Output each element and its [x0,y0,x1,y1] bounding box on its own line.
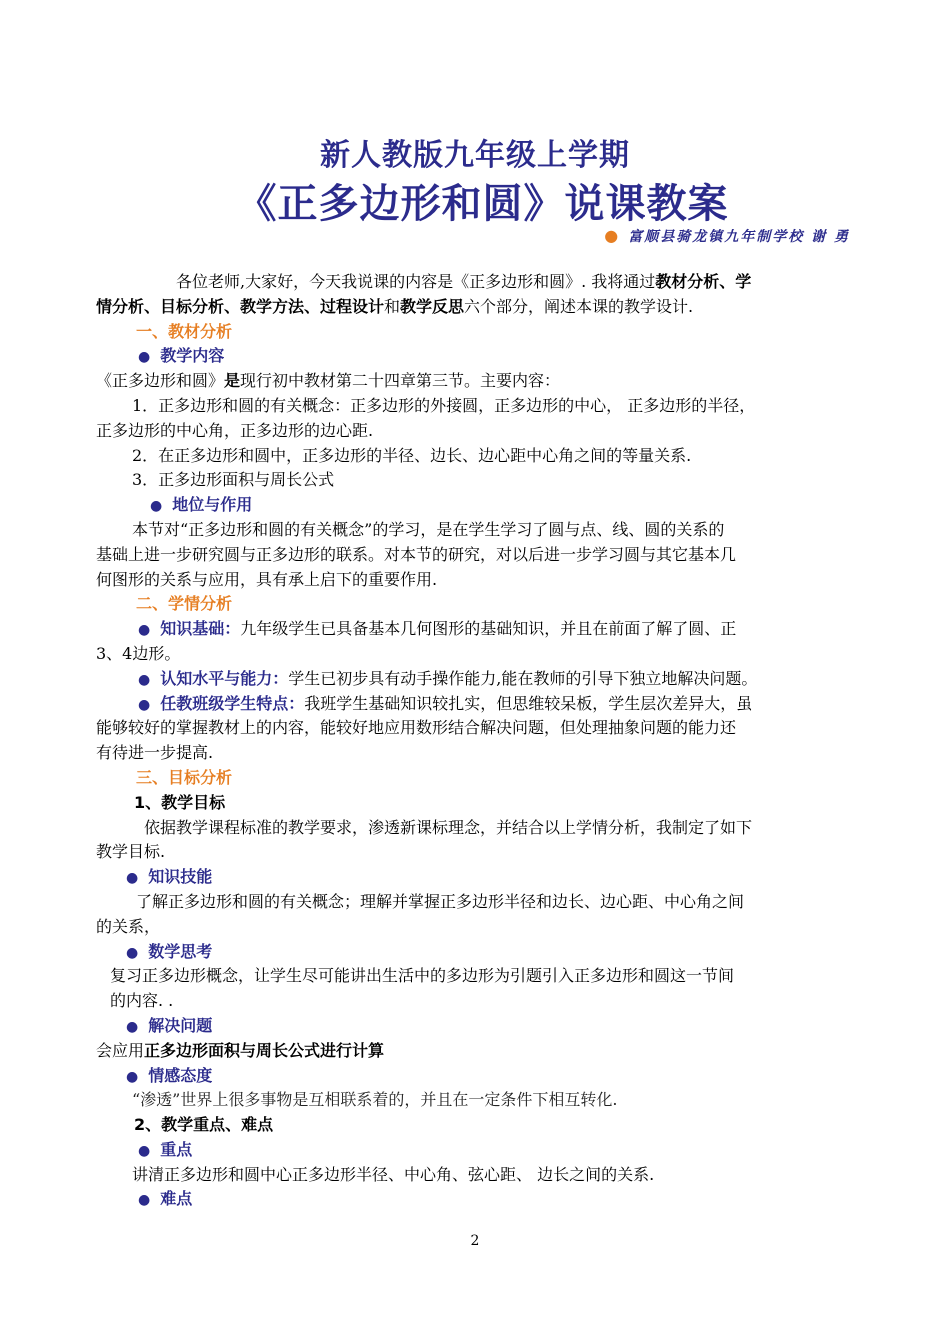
bullet-item [96,667,858,692]
orange-bullet-icon: ● [604,226,621,245]
bullet-item [96,1014,858,1039]
bullet-dot-icon: ● [138,1142,151,1159]
text-span: 《正多边形和圆》 [96,371,225,391]
bullet-item [96,344,858,369]
text-line: 1．正多边形和圆的有关概念：正多边形的外接圆，正多边形的中心， 正多边形的半径， [132,395,756,415]
intro-bold: 教材分析、学 [655,272,752,291]
text-line: 了解正多边形和圆的有关概念；理解并掌握正多边形半径和边长、边心距、中心角之间 [136,891,745,911]
text-line: 本节对“正多边形和圆的有关概念”的学习，是在学生学习了圆与点、线、圆的关系的 [132,519,725,539]
bullet-label: 认知水平与能力： [160,668,289,688]
text-bold: 正多边形面积与周长公式进行计算 [144,1040,385,1060]
bullet-item [96,692,858,717]
text-line: 能够较好的掌握教材上的内容，能较好地应用数形结合解决问题，但处理抽象问题的能力还 [96,718,737,738]
bullet-dot-icon: ● [126,870,139,887]
bullet-label: 地位与作用 [172,495,253,515]
bullet-label: 重点 [160,1139,193,1159]
bullet-label: 知识技能 [148,867,213,887]
text-line: 3．正多边形面积与周长公式 [132,470,335,490]
text-line: 的内容. . [110,991,174,1011]
text-line: 2．在正多边形和圆中，正多边形的半径、边长、边心距中心角之间的等量关系. [132,445,692,465]
bullet-dot-icon: ● [138,349,151,366]
section-heading-2: 二、学情分析 [136,594,233,614]
bullet-item [96,493,858,518]
bullet-item [96,1187,858,1212]
text-line: 3、4边形。 [96,643,181,663]
bullet-label: 任教班级学生特点： [160,693,305,713]
bullet-dot-icon: ● [126,1018,139,1035]
bullet-label: 教学内容 [160,346,225,366]
text-span: 现行初中教材第二十四章第三节。主要内容： [240,371,561,391]
text-line: 教学目标. [96,842,166,862]
bullet-dot-icon: ● [126,944,139,961]
text-line: 何图形的关系与应用，具有承上启下的重要作用. [96,569,438,589]
bullet-dot-icon: ● [138,622,151,639]
bullet-dot-icon: ● [138,1192,151,1209]
bullet-text: 九年级学生已具备基本几何图形的基础知识，并且在前面了解了圆、正 [240,619,737,639]
bullet-dot-icon: ● [138,696,151,713]
intro-text: 各位老师,大家好，今天我说课的内容是《正多边形和圆》. 我将通过 [176,272,656,291]
bullet-dot-icon: ● [138,671,151,688]
bullet-label: 数学思考 [148,941,213,961]
intro-line-1 [96,270,858,295]
intro-bold: 教学反思 [400,296,465,316]
text-line: 讲清正多边形和圆中心正多边形半径、中心角、弦心距、 边长之间的关系. [132,1164,655,1184]
section-heading-1: 一、教材分析 [136,321,233,341]
text-line [96,369,858,394]
page-number: 2 [470,1233,480,1249]
intro-text: 六个部分，阐述本课的教学设计. [464,296,694,316]
subheading: 2、教学重点、难点 [134,1115,274,1135]
text-line: 复习正多边形概念，让学生尽可能讲出生活中的多边形为引题引入正多边形和圆这一节间 [110,966,735,986]
document-title-line1: 新人教版九年级上学期 [320,138,630,173]
bullet-dot-icon: ● [150,498,163,515]
text-span: 会应用 [96,1040,145,1060]
document-body [96,270,858,1212]
author-line [604,226,850,246]
subheading: 1、教学目标 [134,792,226,812]
bullet-label: 解决问题 [148,1015,213,1035]
section-heading-3: 三、目标分析 [136,767,233,787]
text-line: 基础上进一步研究圆与正多边形的联系。对本节的研究，对以后进一步学习圆与其它基本几 [96,544,737,564]
bullet-text: 我班学生基础知识较扎实，但思维较呆板，学生层次差异大，虽 [304,693,753,713]
bullet-item [96,617,858,642]
text-line [96,1039,858,1064]
text-line: 有待进一步提高. [96,743,214,763]
text-line: 依据教学课程标准的教学要求，渗透新课标理念，并结合以上学情分析，我制定了如下 [144,817,753,837]
bullet-label: 难点 [160,1189,193,1209]
text-bold: 是 [224,371,241,391]
text-line: 正多边形的中心角，正多边形的边心距. [96,420,374,440]
bullet-item [96,1138,858,1163]
intro-bold: 情分析、目标分析、教学方法、过程设计 [96,296,385,316]
bullet-label: 情感态度 [148,1065,213,1085]
bullet-item [96,940,858,965]
intro-line-2 [96,295,858,320]
bullet-item [96,1064,858,1089]
text-line: “渗透”世界上很多事物是互相联系着的，并且在一定条件下相互转化. [132,1090,618,1110]
author-text: 富顺县骑龙镇九年制学校 谢 勇 [628,229,850,245]
bullet-text: 学生已初步具有动手操作能力,能在教师的引导下独立地解决问题。 [288,668,758,688]
bullet-dot-icon: ● [126,1068,139,1085]
document-title-line2: 《正多边形和圆》说课教案 [236,181,729,227]
text-line: 的关系， [96,916,161,936]
intro-text: 和 [384,296,401,316]
bullet-item [96,865,858,890]
bullet-label: 知识基础： [160,619,241,639]
